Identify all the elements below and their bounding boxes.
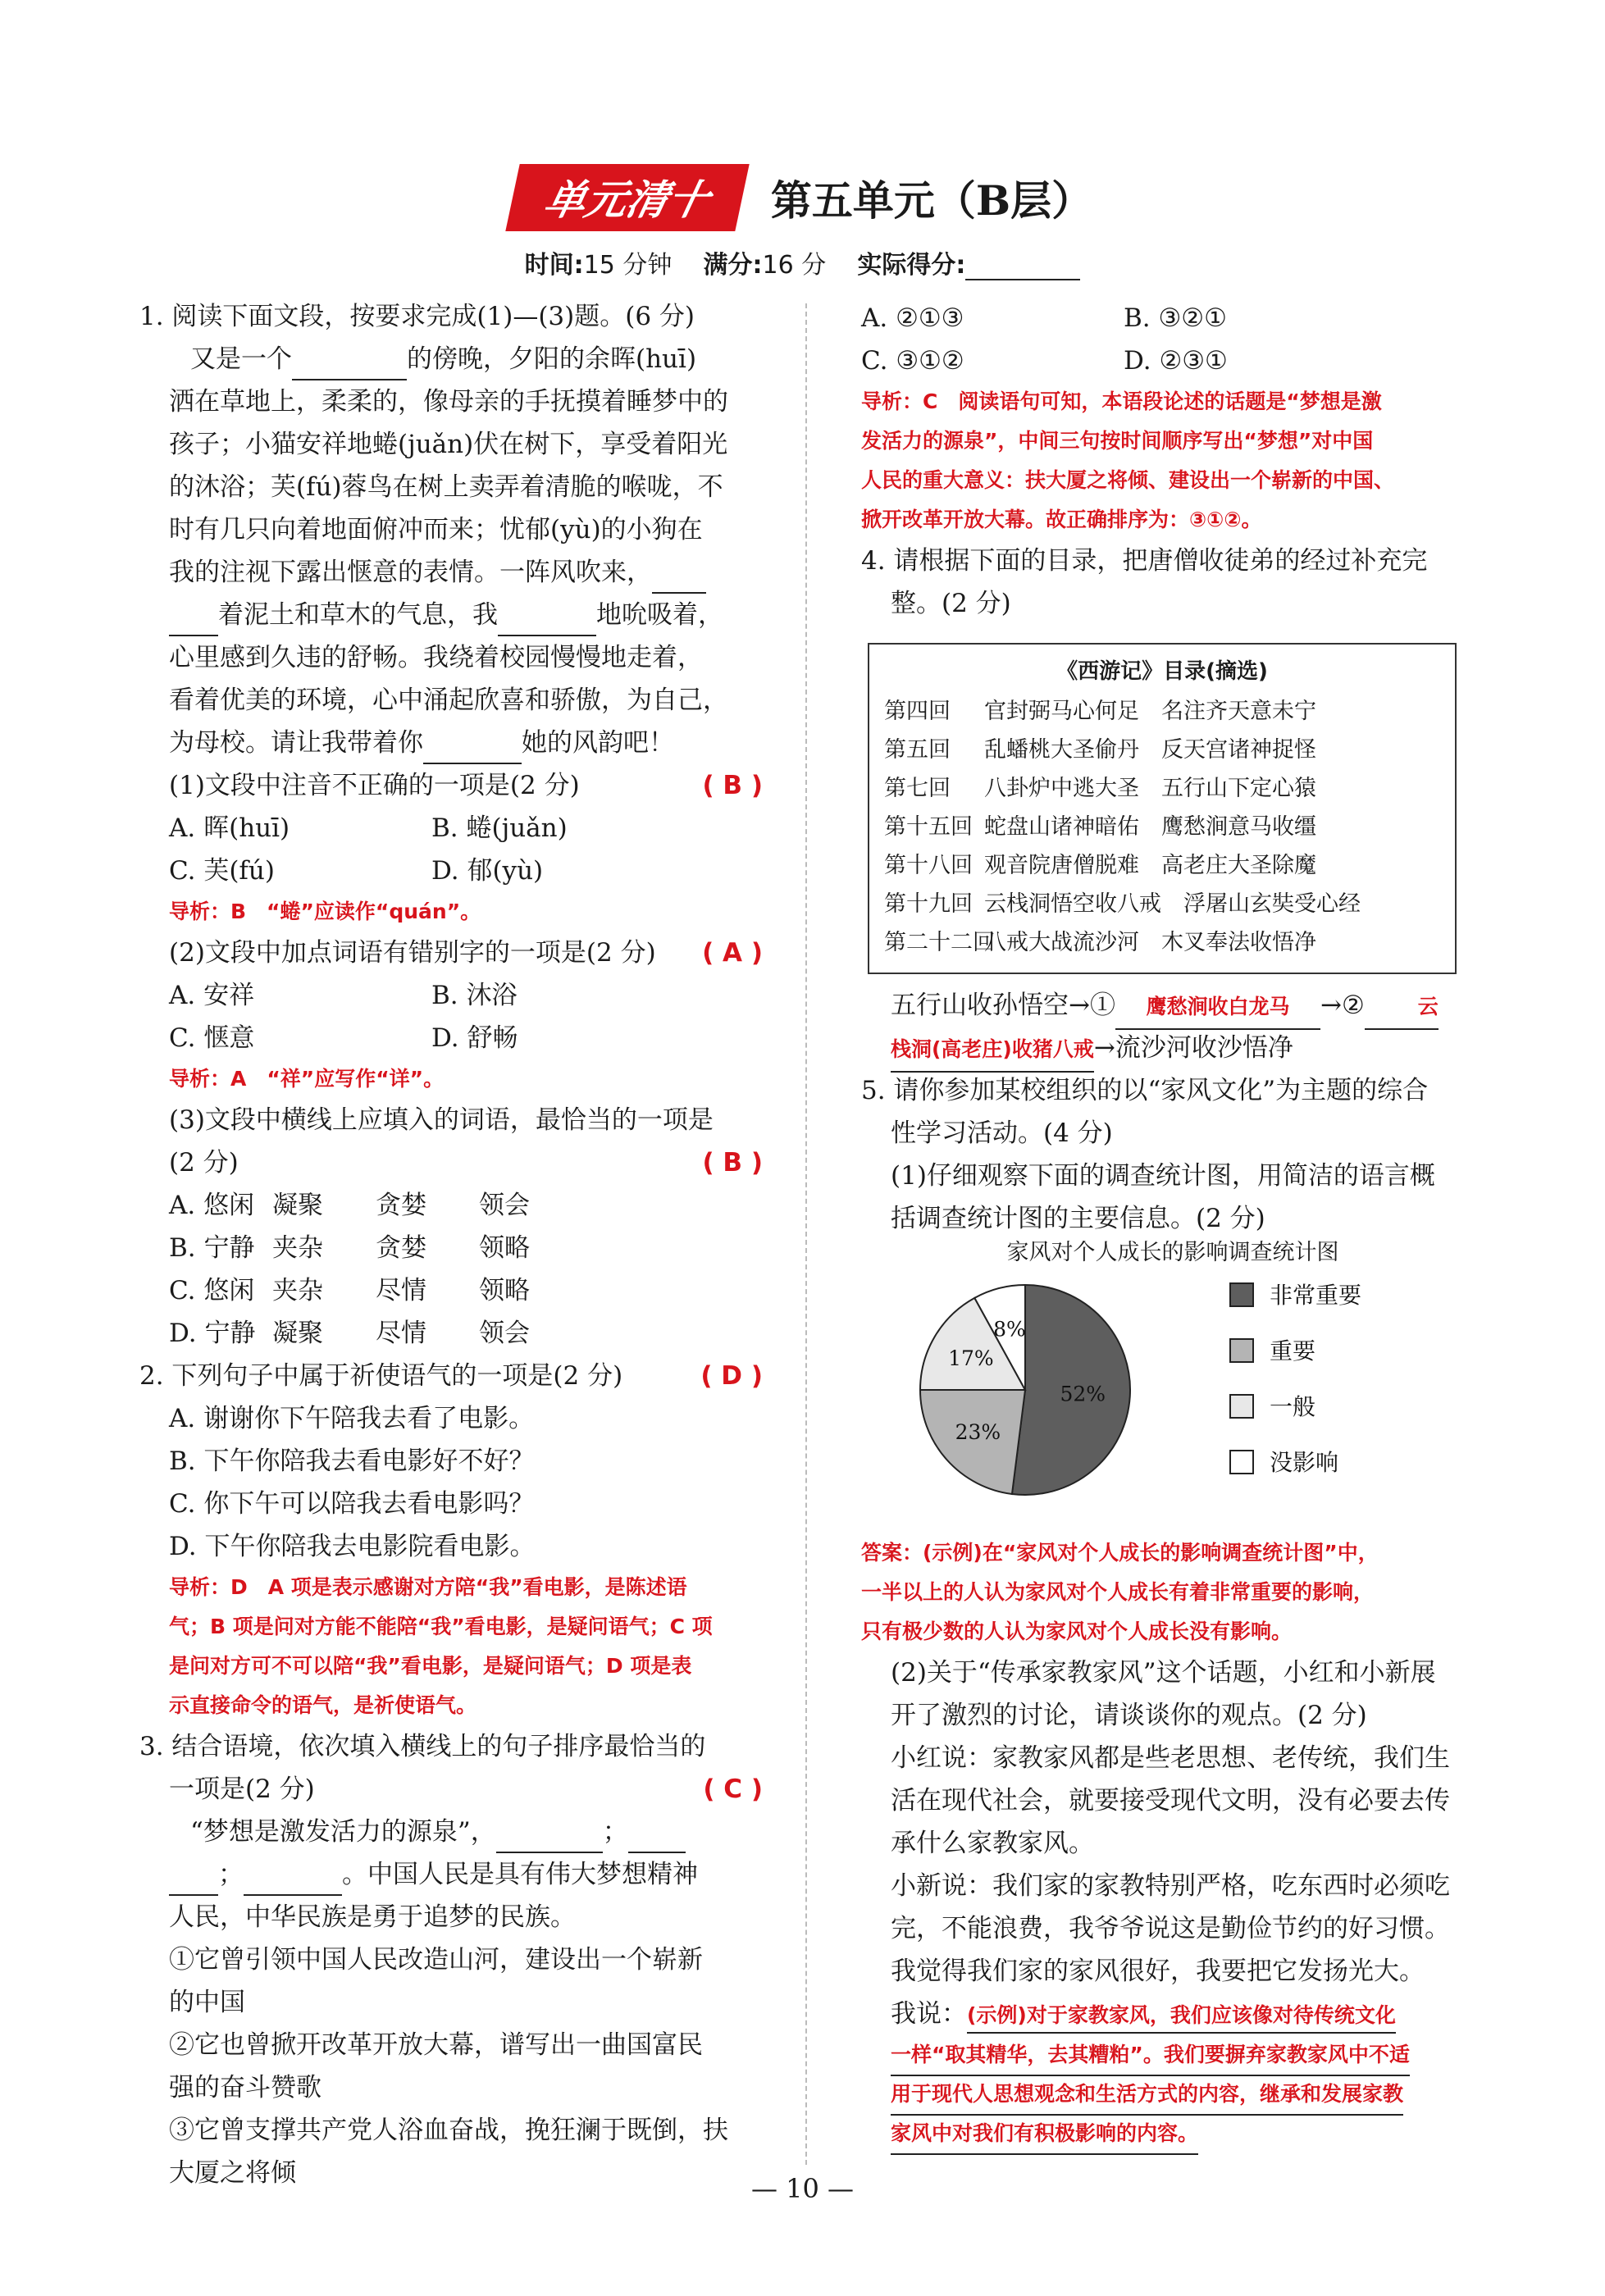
unit-header (0, 164, 1605, 230)
pie-chart-svg (919, 1267, 1427, 1513)
option-a[interactable]: A. 安祥 (169, 981, 255, 1010)
guide-q3: 导析：C 阅读语句可知，本语段论述的话题是“梦想是激 (861, 390, 1382, 413)
pie-label-1: 23% (955, 1419, 1001, 1444)
xiaohong-said: 小红说：家教家风都是些老思想、老传统，我们生 (891, 1743, 1450, 1773)
blank-4[interactable] (423, 730, 522, 764)
toc-row: 第五回 乱蟠桃大圣偷丹 反天宫诸神捉怪 (884, 737, 1316, 763)
toc-row: 第二十二回八戒大战流沙河 木叉奉法收悟净 (884, 930, 1316, 955)
answer-mark: ( B ) (702, 1148, 763, 1178)
q3-title: 3. 结合语境，依次填入横线上的句子排序最恰当的 (139, 1732, 706, 1761)
pie-chart (919, 1234, 1427, 1521)
legend-label-1: 重要 (1270, 1337, 1316, 1364)
q1-title: 1. 阅读下面文段，按要求完成(1)—(3)题。(6 分) (139, 302, 695, 331)
blank-2b[interactable] (169, 602, 218, 636)
legend-swatch-0 (1230, 1283, 1253, 1306)
toc-row: 第四回 官封弼马心何足 名注齐天意未宁 (884, 699, 1316, 724)
q4-flow: 五行山收孙悟空→① 鹰愁涧收白龙马 →② 云 (861, 984, 1484, 1027)
unit-badge: 单元清十 (505, 164, 749, 231)
option-d[interactable]: D. ②③① (1124, 346, 1228, 376)
my-answer: (示例)对于家教家风，我们应该像对待传统文化 (967, 1999, 1396, 2034)
q2-title: 2. 下列句子中属于祈使语气的一项是(2 分) ( D ) (139, 1355, 787, 1397)
option-b[interactable]: B. ③②① (1124, 303, 1227, 333)
legend-swatch-3 (1230, 1451, 1253, 1474)
right-column-q4-q5: 五行山收孙悟空→① 鹰愁涧收白龙马 →② 云 栈洞(高老庄)收猪八戒→流沙河收沙悟净 5. 请你参加某校组织的以“家风文化”为主题的综合 性学习活动。(4 分) (1)仔细观察下面的调查统计图，用简洁的语言概 括调查统计图的主要信息。(2 分) (861, 984, 1484, 1240)
guide-q1-s2: 导析：A “祥”应写作“详”。 (169, 1067, 445, 1091)
toc-row: 第十五回 蛇盘山诸神暗佑 鹰愁涧意马收缰 (884, 814, 1316, 840)
toc-row: 第十九回 云栈洞悟空收八戒 浮屠山玄奘受心经 (884, 891, 1361, 917)
option-c[interactable]: C. 悠闲 夹杂 尽情 领略 (169, 1276, 530, 1305)
option-a[interactable]: A. ②①③ (861, 303, 964, 333)
sentence-2: ②它也曾掀开改革开放大幕，谱写出一曲国富民 (169, 2030, 703, 2060)
pie-label-2: 17% (948, 1346, 994, 1370)
option-c[interactable]: C. 芙(fú) (169, 856, 275, 886)
option-b[interactable]: B. 宁静 夹杂 贪婪 领略 (169, 1233, 530, 1263)
toc-title: 《西游记》目录(摘选) (1056, 659, 1268, 684)
blank-2[interactable] (652, 559, 706, 594)
guide-q2: 导析：D A 项是表示感谢对方陪“我”看电影，是陈述语 (169, 1575, 687, 1599)
blank-q3-1[interactable] (496, 1819, 603, 1853)
option-a[interactable]: A. 晖(huī) (169, 813, 290, 843)
q1-s3: (3)文段中横线上应填入的词语，最恰当的一项是 (169, 1105, 714, 1135)
toc-row: 第十八回 观音院唐僧脱难 高老庄大圣除魔 (884, 853, 1316, 878)
legend-label-2: 一般 (1270, 1393, 1316, 1420)
option-a[interactable]: A. 谢谢你下午陪我去看了电影。 (169, 1404, 535, 1433)
option-c[interactable]: C. 惬意 (169, 1023, 255, 1053)
option-b[interactable]: B. 蜷(juǎn) (431, 813, 568, 843)
blank-1[interactable] (292, 346, 407, 380)
page-number: — 10 — (750, 2173, 855, 2204)
answer-q5-s1: 答案：(示例)在“家风对个人成长的影响调查统计图”中， (861, 1541, 1379, 1565)
q5-title: 5. 请你参加某校组织的以“家风文化”为主题的综合 (861, 1076, 1429, 1105)
answer-mark: ( D ) (700, 1361, 763, 1391)
right-column-q5: 答案：(示例)在“家风对个人成长的影响调查统计图”中， 一半以上的人认为家风对个人成长有着非常重要的影响， 只有极少数的人认为家风对个人成长没有影响。 (2)关于“传承家教家风”这个话题，小红和小新展 开了激烈的讨论，请谈谈你的观点。(2 分) 小红说：家教家风都是些老思想、老传统，我们生 活在现代社会，就要接受现代文明，没有必要去传 承什么家教家风。 小新说：我们家的家教特别严格，吃东西时必须吃 完，不能浪费，我爷爷说这是勤俭节约的好习惯。 我觉得我们家的家风很好，我要把它发扬光大。 我说：(示例)对于家教家风，我们应该像对待传统文化 一样“取其精华，去其糟粕”。我们要摒弃家教家风中不适 用于现代人思想观念和生活方式的内容，继承和发展家教 家风中对我们有积极影响的内容。 (861, 1533, 1484, 2153)
answer-mark: ( C ) (703, 1774, 763, 1804)
answer-mark: ( A ) (702, 938, 763, 968)
option-a[interactable]: A. 悠闲 凝聚 贪婪 领会 (169, 1191, 530, 1220)
left-column: 1. 阅读下面文段，按要求完成(1)—(3)题。(6 分) 又是一个 的傍晚，夕阳的余晖(huī) 洒在草地上，柔柔的，像母亲的手抚摸着睡梦中的 孩子；小猫安祥地蜷(juǎn)伏在树下，享受着阳光 的沐浴；芙(fú)蓉鸟在树上卖弄着清脆的喉咙，不 时有几只向着地面俯冲而来；忧郁(yù)的小狗在 我的注视下露出惬意的表情。一阵风吹来， 着泥土和草木的气息，我 地吮吸着， 心里感到久违的舒畅。我绕着校园慢慢地走着， 看着优美的环境，心中涌起欣喜和骄傲，为自己， 为母校。请让我带着你 她的风韵吧！ (1)文段中注音不正确的一项是(2 分) ( B ) A. 晖(huī) B. 蜷(juǎn) C. 芙(fú) D. 郁(yù) 导析：B “蜷”应读作“quán”。 (2)文段中加点词语有错别字的一项是(2 分) ( A ) A. 安祥 B. 沐浴 C. 惬意 D. 舒畅 导析：A “祥”应写作“详”。 (3)文段中横线上应填入的词语，最恰当的一项是 (2 分) ( B ) A. 悠闲 凝聚 贪婪 领会 B. 宁静 夹杂 贪婪 领略 C. 悠闲 夹杂 尽情 领略 D. 宁静 凝聚 尽情 领会 2. 下列句子中属于祈使语气的一项是(2 分) ( D ) A. 谢谢你下午陪我去看了电影。 B. 下午你陪我去看电影好不好？ C. 你下午可以陪我去看电影吗？ D. 下午你陪我去电影院看电影。 导析：D A 项是表示感谢对方陪“我”看电影，是陈述语 气；B 项是问对方能不能陪“我”看电影，是疑问语气；C 项 是问对方可不可以陪“我”看电影，是疑问语气；D 项是表 示直接命令的语气，是祈使语气。 3. 结合语境，依次填入横线上的句子排序最恰当的 一项是(2 分) ( C ) “梦想是激发活力的源泉”， ； ； 。中国人民是具有伟大梦想精神 人民，中华民族是勇于追梦的民族。 ①它曾引领中国人民改造山河，建设出一个崭新 的中国 ②它也曾掀开改革开放大幕，谱写出一曲国富民 强的奋斗赞歌 ③它曾支撑共产党人浴血奋战，挽狂澜于既倒，扶 大厦之将倾 (139, 295, 787, 2194)
toc-row: 第七回 八卦炉中逃大圣 五行山下定心猿 (884, 776, 1316, 801)
q4-title: 4. 请根据下面的目录，把唐僧收徒弟的经过补充完 (861, 546, 1428, 576)
blank-q3-3[interactable] (244, 1861, 342, 1896)
blank-q3-2b[interactable] (169, 1861, 218, 1896)
option-c[interactable]: C. ③①② (861, 346, 964, 376)
legend-swatch-2 (1230, 1395, 1253, 1418)
option-d[interactable]: D. 宁静 凝聚 尽情 领会 (169, 1319, 530, 1348)
option-b[interactable]: B. 下午你陪我去看电影好不好？ (169, 1446, 535, 1476)
option-b[interactable]: B. 沐浴 (431, 981, 518, 1010)
exam-meta: 时间:15 分钟 满分:16 分 实际得分: (0, 244, 1605, 280)
right-column-top: A. ②①③ B. ③②① C. ③①② D. ②③① 导析：C 阅读语句可知，本语段论述的话题是“梦想是激 发活力的源泉”，中间三句按时间顺序写出“梦想”对中国 人民的重大意义：扶大厦之将倾、建设出一个崭新的中国、 掀开改革开放大幕。故正确排序为：③①②。 4. 请根据下面的目录，把唐僧收徒弟的经过补充完 整。(2 分) (861, 297, 1484, 625)
sentence-3: ③它曾支撑共产党人浴血奋战，挽狂澜于既倒，扶 (169, 2116, 728, 2145)
sentence-1: ①它曾引领中国人民改造山河，建设出一个崭新 (169, 1945, 703, 1975)
guide-q1-s1: 导析：B “蜷”应读作“quán”。 (169, 900, 481, 923)
toc-box (868, 643, 1457, 974)
q1-s2: (2)文段中加点词语有错别字的一项是(2 分) ( A ) (139, 932, 787, 974)
xiaoxin-said: 小新说：我们家的家教特别严格，吃东西时必须吃 (891, 1871, 1450, 1901)
pie-label-3: 8% (993, 1317, 1026, 1342)
q1-s1: (1)文段中注音不正确的一项是(2 分) ( B ) (139, 764, 787, 807)
answer-2: 栈洞(高老庄)收猪八戒 (891, 1028, 1094, 1073)
chart-title: 家风对个人成长的影响调查统计图 (1006, 1240, 1339, 1265)
legend-label-0: 非常重要 (1270, 1282, 1362, 1309)
pie-label-0: 52% (1060, 1382, 1106, 1406)
option-d[interactable]: D. 郁(yù) (431, 856, 544, 886)
option-d[interactable]: D. 下午你陪我去电影院看电影。 (169, 1532, 536, 1561)
blank-q3-2[interactable] (628, 1819, 686, 1853)
answer-1: 鹰愁涧收白龙马 (1115, 986, 1320, 1030)
score-blank[interactable] (965, 256, 1080, 280)
legend-swatch-1 (1230, 1339, 1253, 1362)
unit-title: 第五单元（B层） (770, 176, 1093, 225)
column-divider (805, 303, 807, 2165)
option-d[interactable]: D. 舒畅 (431, 1023, 518, 1053)
option-c[interactable]: C. 你下午可以陪我去看电影吗？ (169, 1489, 535, 1519)
blank-3[interactable] (498, 602, 596, 636)
legend-label-3: 没影响 (1270, 1449, 1339, 1476)
answer-mark: ( B ) (702, 771, 763, 800)
